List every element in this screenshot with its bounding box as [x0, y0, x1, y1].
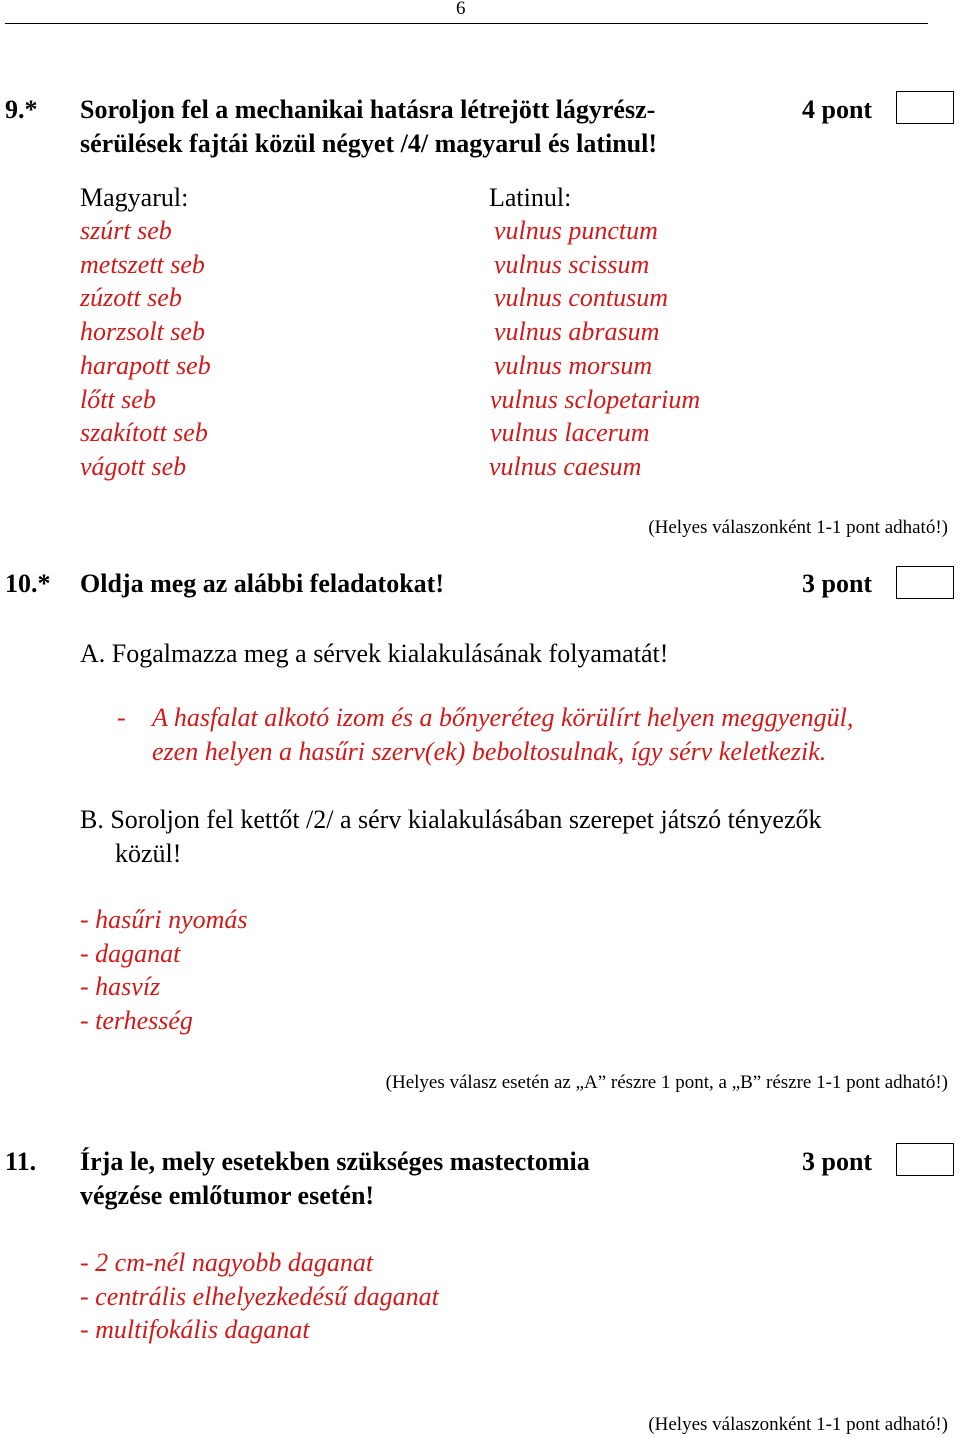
q11-question-line2: végzése emlőtumor esetén!	[80, 1181, 375, 1210]
q9-hu-item: horzsolt seb	[80, 317, 205, 347]
q10-points: 3 pont	[802, 569, 873, 598]
header-rule	[5, 23, 928, 24]
q10-part-b-answers	[80, 903, 248, 1038]
q9-la-item: vulnus lacerum	[490, 418, 650, 448]
q11-score-box[interactable]	[896, 1143, 954, 1176]
q10-part-b-question-line1: B. Soroljon fel kettőt /2/ a sérv kialakulásában szerepet játszó tényezők	[80, 805, 822, 834]
q9-la-item: vulnus contusum	[494, 283, 669, 313]
q9-latin-list	[489, 214, 700, 484]
q9-hu-item: szakított seb	[80, 418, 208, 448]
q11-scoring-note: (Helyes válaszonként 1-1 pont adható!)	[648, 1414, 948, 1435]
q10-b-answer-item: - daganat	[80, 938, 181, 968]
q10-b-answer-item: - terhesség	[80, 1006, 193, 1036]
q9-la-item: vulnus morsum	[494, 350, 653, 380]
q10-scoring-note: (Helyes válasz esetén az „A” részre 1 pont, a „B” részre 1-1 pont adható!)	[385, 1072, 948, 1093]
q9-scoring-note: (Helyes válaszonként 1-1 pont adható!)	[648, 517, 948, 538]
q10-score-box[interactable]	[896, 566, 954, 599]
q11-number: 11.	[5, 1147, 37, 1176]
q10-part-a-dash: -	[117, 703, 126, 732]
q9-column-hungarian: Magyarul:	[80, 183, 189, 212]
q9-hu-item: zúzott seb	[80, 283, 182, 313]
q9-la-item: vulnus scissum	[494, 249, 650, 279]
q10-part-a-answer-line1: A hasfalat alkotó izom és a bőnyeréteg körülírt helyen meggyengül,	[152, 703, 854, 732]
q11-answers	[80, 1246, 439, 1347]
q10-b-answer-item: - hasűri nyomás	[80, 905, 248, 934]
q9-la-item: vulnus abrasum	[494, 317, 660, 347]
q9-column-latin: Latinul:	[489, 183, 572, 212]
q10-part-a-answer-line2: ezen helyen a hasűri szerv(ek) beboltosulnak, így sérv keletkezik.	[152, 737, 827, 766]
q9-la-item: vulnus caesum	[489, 451, 642, 481]
q9-hu-item: metszett seb	[80, 249, 205, 279]
q10-question: Oldja meg az alábbi feladatokat!	[80, 569, 444, 598]
q9-points: 4 pont	[802, 95, 873, 124]
q9-hungarian-list	[80, 214, 211, 484]
q9-la-item: vulnus sclopetarium	[490, 384, 701, 414]
q11-question-line1: Írja le, mely esetekben szükséges mastectomia	[80, 1147, 590, 1176]
q9-number: 9.*	[5, 95, 38, 124]
q11-answer-item: - multifokális daganat	[80, 1315, 310, 1345]
q10-part-b-question-line2: közül!	[115, 839, 182, 868]
page-number: 6	[456, 0, 466, 19]
q10-part-a-question: A. Fogalmazza meg a sérvek kialakulásának folyamatát!	[80, 639, 669, 668]
q10-number: 10.*	[5, 569, 51, 598]
q9-hu-item: szúrt seb	[80, 216, 172, 245]
q9-score-box[interactable]	[896, 91, 954, 124]
q11-answer-item: - 2 cm-nél nagyobb daganat	[80, 1248, 374, 1277]
q11-answer-item: - centrális elhelyezkedésű daganat	[80, 1281, 439, 1311]
q9-question-line2: sérülések fajtái közül négyet /4/ magyarul és latinul!	[80, 129, 658, 158]
q10-b-answer-item: - hasvíz	[80, 972, 161, 1002]
q11-points: 3 pont	[802, 1147, 873, 1176]
q9-hu-item: vágott seb	[80, 451, 187, 481]
q9-hu-item: harapott seb	[80, 350, 211, 380]
q9-la-item: vulnus punctum	[494, 216, 658, 245]
q9-question-line1: Soroljon fel a mechanikai hatásra létrejött lágyrész-	[80, 95, 656, 124]
q9-hu-item: lőtt seb	[80, 384, 156, 414]
